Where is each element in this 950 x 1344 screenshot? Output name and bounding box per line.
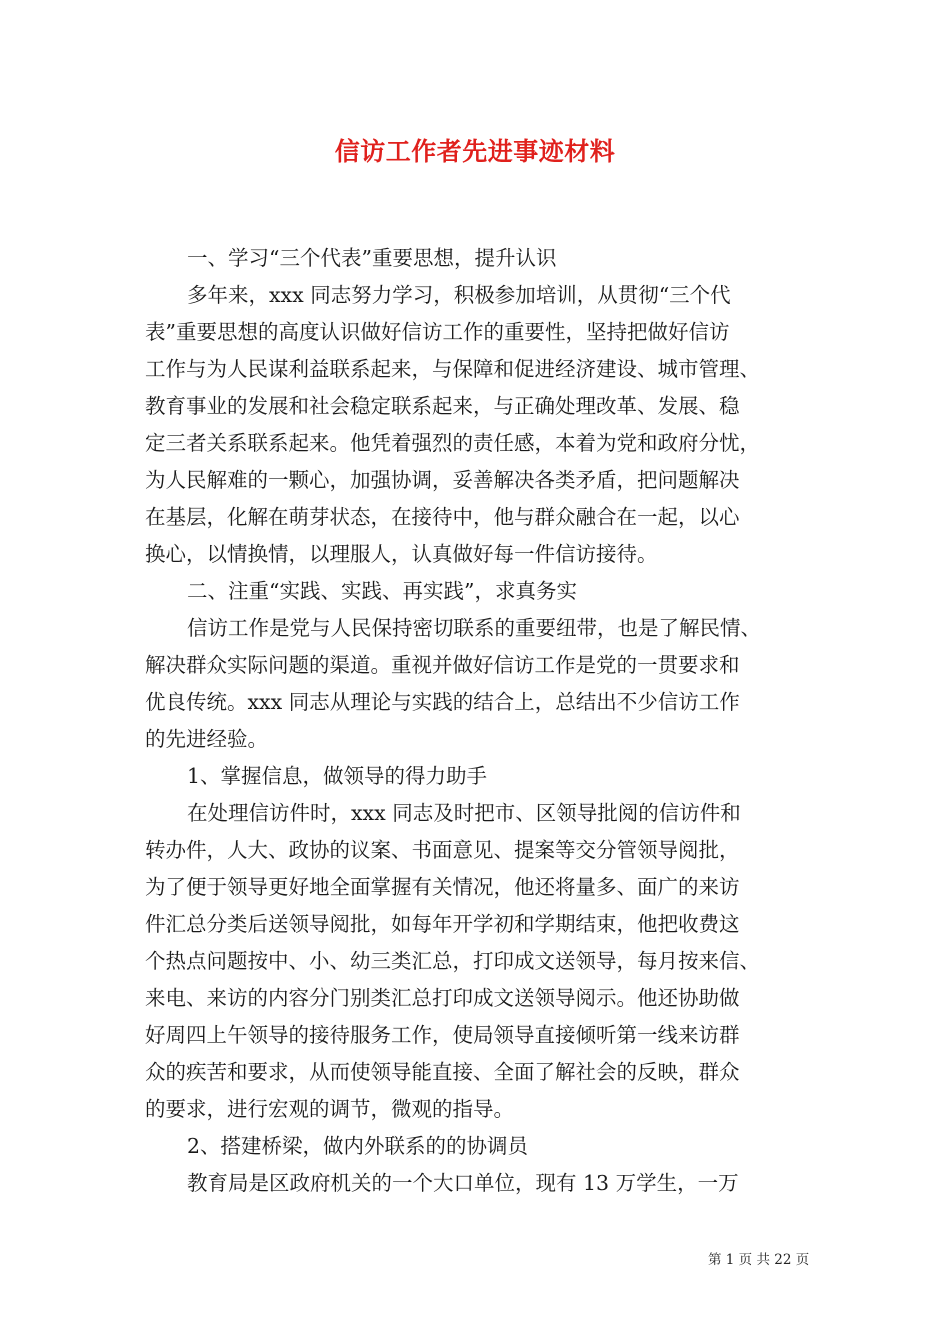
section-heading: 二、注重“实践、实践、再实践”，求真务实 — [187, 579, 577, 603]
paragraph-line: 在处理信访件时，xxx 同志及时把市、区领导批阅的信访件和 — [187, 801, 741, 825]
paragraph-line: 众的疾苦和要求，从而使领导能直接、全面了解社会的反映，群众 — [145, 1060, 740, 1084]
subsection-heading: 1、掌握信息，做领导的得力助手 — [187, 764, 488, 788]
page-number: 第 1 页 共 22 页 — [708, 1252, 810, 1268]
paragraph-line: 的先进经验。 — [145, 727, 268, 751]
section-heading: 一、学习“三个代表”重要思想，提升认识 — [187, 246, 557, 270]
document-body — [145, 240, 825, 1202]
paragraph-line: 表”重要思想的高度认识做好信访工作的重要性，坚持把做好信访 — [145, 320, 730, 344]
paragraph-line: 教育局是区政府机关的一个大口单位，现有 13 万学生，一万 — [187, 1171, 739, 1195]
paragraph-line: 在基层，化解在萌芽状态，在接待中，他与群众融合在一起，以心 — [145, 505, 740, 529]
paragraph-line: 来电、来访的内容分门别类汇总打印成文送领导阅示。他还协助做 — [145, 986, 740, 1010]
paragraph-line: 工作与为人民谋利益联系起来，与保障和促进经济建设、城市管理、 — [145, 357, 760, 381]
paragraph-line: 转办件，人大、政协的议案、书面意见、提案等交分管领导阅批， — [145, 838, 740, 862]
paragraph-line: 信访工作是党与人民保持密切联系的重要纽带，也是了解民情、 — [187, 616, 761, 640]
paragraph-line: 件汇总分类后送领导阅批，如每年开学初和学期结束，他把收费这 — [145, 912, 740, 936]
paragraph-line: 优良传统。xxx 同志从理论与实践的结合上，总结出不少信访工作 — [145, 690, 740, 714]
paragraph-line: 为人民解难的一颗心，加强协调，妥善解决各类矛盾，把问题解决 — [145, 468, 740, 492]
paragraph-line: 的要求，进行宏观的调节，微观的指导。 — [145, 1097, 514, 1121]
document-title: 信访工作者先进事迹材料 — [334, 137, 616, 166]
paragraph-line: 教育事业的发展和社会稳定联系起来，与正确处理改革、发展、稳 — [145, 394, 740, 418]
paragraph-line: 多年来，xxx 同志努力学习，积极参加培训，从贯彻“三个代 — [187, 283, 731, 307]
paragraph-line: 为了便于领导更好地全面掌握有关情况，他还将量多、面广的来访 — [145, 875, 740, 899]
paragraph-line: 解决群众实际问题的渠道。重视并做好信访工作是党的一贯要求和 — [145, 653, 740, 677]
paragraph-line: 好周四上午领导的接待服务工作，使局领导直接倾听第一线来访群 — [145, 1023, 740, 1047]
paragraph-line: 换心，以情换情，以理服人，认真做好每一件信访接待。 — [145, 542, 658, 566]
subsection-heading: 2、搭建桥梁，做内外联系的的协调员 — [187, 1134, 529, 1158]
paragraph-line: 个热点问题按中、小、幼三类汇总，打印成文送领导，每月按来信、 — [145, 949, 760, 973]
paragraph-line: 定三者关系联系起来。他凭着强烈的责任感，本着为党和政府分忧， — [145, 431, 760, 455]
